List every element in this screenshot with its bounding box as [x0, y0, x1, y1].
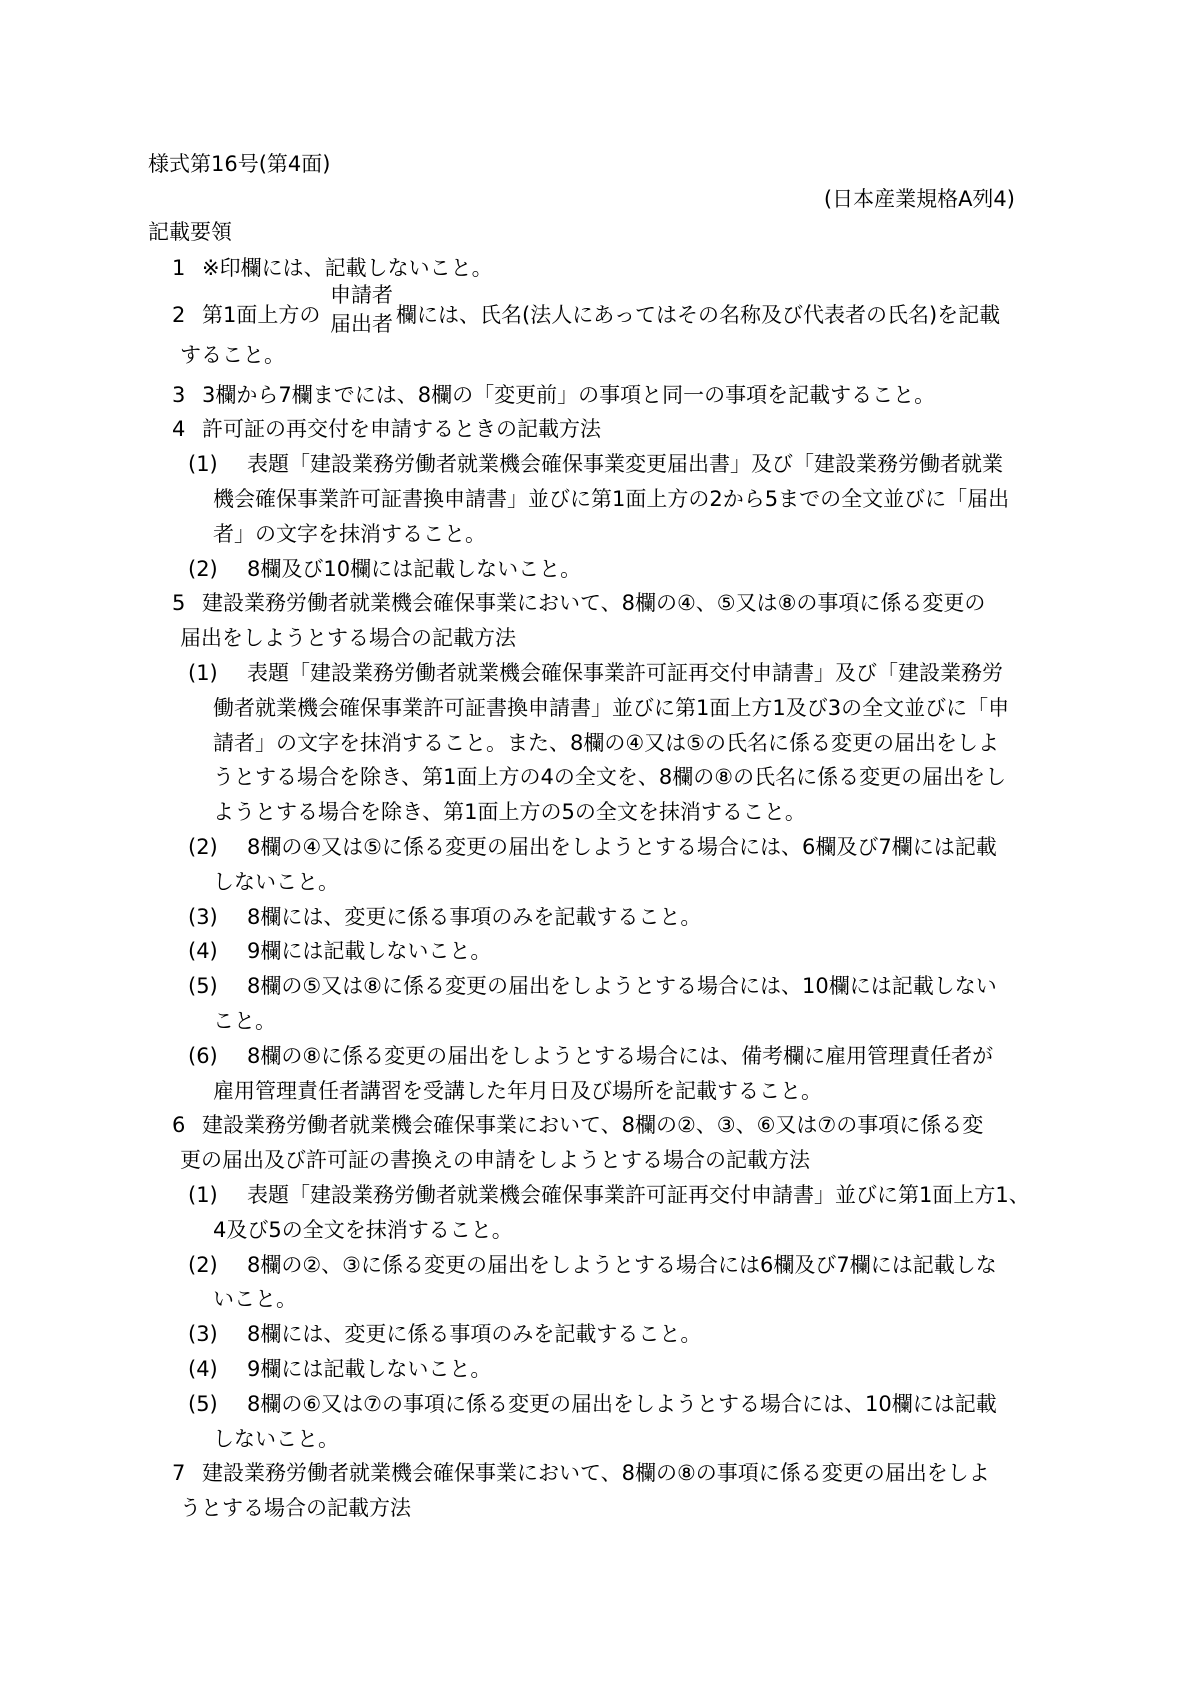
subitem-text-line: しないこと。 [213, 1427, 339, 1451]
subitem-text-line: 機会確保事業許可証書換申請書」並びに第1面上方の2から5までの全文並びに「届出 [213, 487, 1010, 511]
notifier-label: 届出者 [330, 312, 393, 336]
item-number: 6 [172, 1113, 186, 1137]
item-number: 1 [172, 256, 186, 280]
subitem-text-line: こと。 [213, 1009, 276, 1033]
item-number: 4 [172, 417, 186, 441]
subitem-number: (1) [188, 661, 218, 685]
subitem-text-line: 8欄の⑥又は⑦の事項に係る変更の届出をしようとする場合には、10欄には記載 [247, 1392, 997, 1416]
item-number: 2 [172, 303, 186, 327]
applicant-label: 申請者 [330, 283, 393, 307]
item-number: 7 [172, 1461, 186, 1485]
paper-size-note: (日本産業規格A列4) [823, 187, 1015, 211]
subitem-number: (4) [188, 1357, 218, 1381]
item-text-line: 建設業務労働者就業機会確保事業において、8欄の⑧の事項に係る変更の届出をしよ [202, 1461, 990, 1485]
subitem-number: (2) [188, 557, 218, 581]
subitem-text-line: 働者就業機会確保事業許可証書換申請書」並びに第1面上方1及び3の全文並びに「申 [213, 696, 1010, 720]
subitem-text-line: 者」の文字を抹消すること。 [213, 522, 486, 546]
subitem-text-line: 4及び5の全文を抹消すること。 [213, 1218, 513, 1242]
item-text-line: ※印欄には、記載しないこと。 [202, 256, 493, 280]
subitem-number: (1) [188, 1183, 218, 1207]
subitem-number: (3) [188, 905, 218, 929]
item-text-line: 建設業務労働者就業機会確保事業において、8欄の④、⑤又は⑧の事項に係る変更の [202, 591, 986, 615]
subitem-number: (5) [188, 1392, 218, 1416]
subitem-text-line: 8欄には、変更に係る事項のみを記載すること。 [247, 905, 702, 929]
item-text-line: うとする場合の記載方法 [180, 1496, 411, 1520]
subitem-number: (6) [188, 1044, 218, 1068]
item-text-line: 更の届出及び許可証の書換えの申請をしようとする場合の記載方法 [180, 1148, 810, 1172]
item-number: 3 [172, 383, 186, 407]
item-text-line: 建設業務労働者就業機会確保事業において、8欄の②、③、⑥又は⑦の事項に係る変 [202, 1113, 984, 1137]
item-text-line: 第1面上方の [202, 303, 321, 327]
subitem-number: (5) [188, 974, 218, 998]
subitem-text-line: 9欄には記載しないこと。 [247, 939, 492, 963]
item-text-line: 3欄から7欄までには、8欄の「変更前」の事項と同一の事項を記載すること。 [202, 383, 936, 407]
item-text-line: 欄には、氏名(法人にあってはその名称及び代表者の氏名)を記載 [396, 303, 1001, 327]
item-text-line: 届出をしようとする場合の記載方法 [180, 626, 516, 650]
form-title: 様式第16号(第4面) [148, 152, 331, 176]
subitem-text-line: 雇用管理責任者講習を受講した年月日及び場所を記載すること。 [213, 1079, 822, 1103]
subitem-text-line: 請者」の文字を抹消すること。また、8欄の④又は⑤の氏名に係る変更の届出をしよ [213, 731, 1000, 755]
section-heading: 記載要領 [148, 220, 232, 244]
subitem-text-line: うとする場合を除き、第1面上方の4の全文を、8欄の⑧の氏名に係る変更の届出をし [213, 765, 1007, 789]
subitem-text-line: 9欄には記載しないこと。 [247, 1357, 492, 1381]
subitem-text-line: 8欄及び10欄には記載しないこと。 [247, 557, 582, 581]
subitem-number: (3) [188, 1322, 218, 1346]
subitem-number: (1) [188, 452, 218, 476]
subitem-text-line: しないこと。 [213, 870, 339, 894]
subitem-number: (4) [188, 939, 218, 963]
subitem-text-line: 8欄の②、③に係る変更の届出をしようとする場合には6欄及び7欄には記載しな [247, 1253, 997, 1277]
subitem-text-line: 表題「建設業務労働者就業機会確保事業変更届出書」及び「建設業務労働者就業 [247, 452, 1003, 476]
item-text-line: 許可証の再交付を申請するときの記載方法 [202, 417, 601, 441]
subitem-text-line: ようとする場合を除き、第1面上方の5の全文を抹消すること。 [213, 800, 806, 824]
subitem-number: (2) [188, 835, 218, 859]
subitem-text-line: 表題「建設業務労働者就業機会確保事業許可証再交付申請書」並びに第1面上方1、 [247, 1183, 1030, 1207]
subitem-text-line: いこと。 [213, 1287, 297, 1311]
subitem-text-line: 8欄の④又は⑤に係る変更の届出をしようとする場合には、6欄及び7欄には記載 [247, 835, 997, 859]
item-text-line: すること。 [180, 343, 285, 367]
subitem-text-line: 8欄の⑤又は⑧に係る変更の届出をしようとする場合には、10欄には記載しない [247, 974, 997, 998]
subitem-text-line: 8欄には、変更に係る事項のみを記載すること。 [247, 1322, 702, 1346]
item-number: 5 [172, 591, 186, 615]
subitem-text-line: 8欄の⑧に係る変更の届出をしようとする場合には、備考欄に雇用管理責任者が [247, 1044, 994, 1068]
subitem-number: (2) [188, 1253, 218, 1277]
subitem-text-line: 表題「建設業務労働者就業機会確保事業許可証再交付申請書」及び「建設業務労 [247, 661, 1003, 685]
